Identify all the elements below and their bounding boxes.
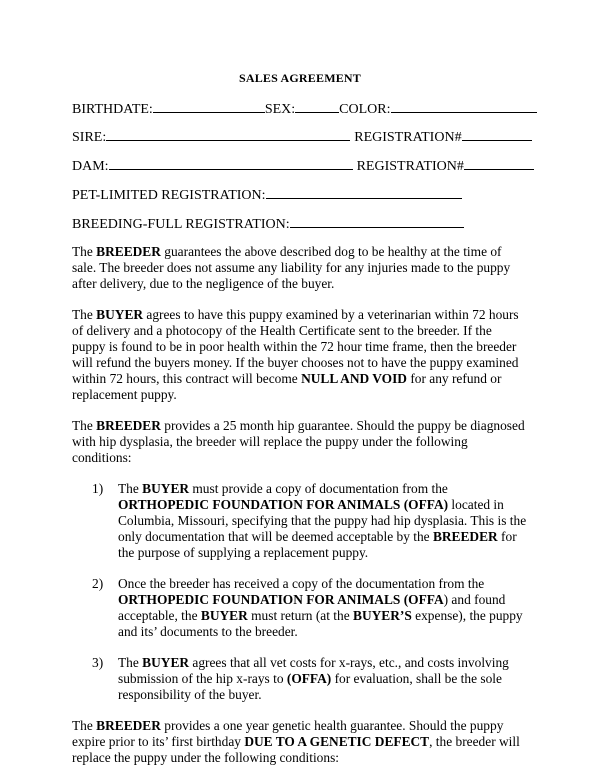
dam-label: DAM: (72, 159, 109, 174)
color-blank[interactable] (391, 98, 537, 113)
pet-limited-label: PET-LIMITED REGISTRATION: (72, 188, 266, 203)
hip-guarantee-paragraph: The BREEDER provides a 25 month hip guarantee. Should the puppy be diagnosed with hip dysplasia, the breeder will replace the puppy under the following conditions: (72, 418, 525, 465)
document-title: SALES AGREEMENT (238, 71, 362, 85)
color-label: COLOR: (339, 102, 391, 117)
sire-registration-blank[interactable] (462, 126, 532, 141)
sire-registration-label: REGISTRATION# (354, 130, 462, 145)
genetic-guarantee-paragraph: The BREEDER provides a one year genetic health guarantee. Should the puppy expire prior to its’ first birthday DUE TO A GENETIC DEFECT, the breeder will replace the puppy under the following conditions: (72, 718, 520, 765)
dam-row (72, 155, 534, 173)
breeding-full-blank[interactable] (290, 213, 464, 228)
dam-registration-label: REGISTRATION# (356, 159, 464, 174)
birthdate-label: BIRTHDATE: (72, 102, 153, 117)
sex-blank[interactable] (295, 98, 339, 113)
sire-row (72, 126, 532, 144)
birthdate-row (72, 98, 537, 116)
sire-blank[interactable] (106, 126, 350, 141)
vet-exam-paragraph: The BUYER agrees to have this puppy examined by a veterinarian within 72 hours of delivery and a photocopy of the Health Certificate sent to the breeder. If the puppy is found to be in poor health within the 72 hour time frame, then the breeder will refund the buyers money. If the buyer chooses not to have the puppy examined within 72 hours, this contract will become NULL AND VOID for any refund or replacement puppy. (72, 307, 519, 402)
list-item: 1) The BUYER must provide a copy of documentation from the ORTHOPEDIC FOUNDATION FOR ANIMALS (OFFA) located in Columbia, Missouri, specifying that the puppy had hip dysplasia. This is the only documentation that will be deemed acceptable by the BREEDER for the purpose of supplying a replacement puppy. (92, 481, 527, 560)
pet-limited-row (72, 184, 462, 202)
sex-label: SEX: (264, 102, 296, 117)
list-item: 2) Once the breeder has received a copy of the documentation from the ORTHOPEDIC FOUNDATION FOR ANIMALS (OFFA) and found acceptable, the BUYER must return (at the BUYER’S expense), the puppy and its’ documents to the breeder. (92, 576, 523, 639)
birthdate-blank[interactable] (153, 98, 265, 113)
agreement-body (72, 244, 528, 781)
breeding-full-label: BREEDING-FULL REGISTRATION: (72, 217, 290, 232)
hip-conditions-list (72, 481, 528, 703)
pet-limited-blank[interactable] (266, 184, 462, 199)
breeding-full-row (72, 213, 464, 231)
health-guarantee-paragraph: The BREEDER guarantees the above described dog to be healthy at the time of sale. The breeder does not assume any liability for any injuries made to the puppy after delivery, due to the negligence of the buyer. (72, 244, 511, 291)
sire-label: SIRE: (72, 130, 107, 145)
dam-registration-blank[interactable] (464, 155, 534, 170)
dam-blank[interactable] (109, 155, 353, 170)
list-item: 3) The BUYER agrees that all vet costs for x-rays, etc., and costs involving submission of the hip x-rays to (OFFA) for evaluation, shall be the sole responsibility of the buyer. (92, 655, 509, 702)
